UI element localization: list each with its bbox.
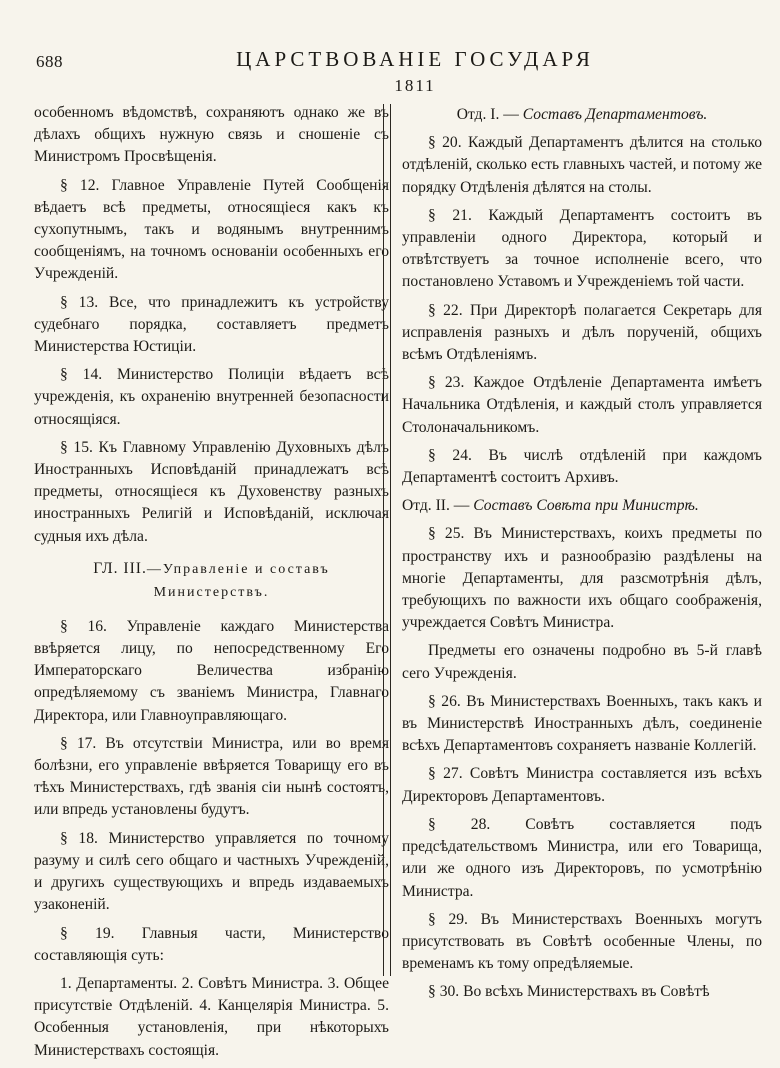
paragraph: § 21. Каждый Департаментъ состоитъ въ управленіи одного Директора, который и отвѣтствуетъ за точное исполненіе всего, что постановлено Уставомъ и Учрежденіемъ той части. — [402, 206, 762, 291]
paragraph: 1. Департаменты. 2. Совѣтъ Министра. 3. Общее присутствіе Отдѣленій. 4. Канцелярія Министра. 5. Особенныя установленія, при нѣкоторыхъ Министерствахъ состоящія. — [34, 974, 389, 1059]
section-title: Составъ Совѣта при Министрѣ. — [473, 497, 699, 515]
paragraph: § 19. Главныя части, Министерство составляющія суть: — [34, 924, 389, 964]
section-number: Отд. I. — — [456, 106, 519, 123]
right-column — [402, 102, 762, 1010]
left-column — [34, 102, 389, 1068]
paragraph: § 15. Къ Главному Управленію Духовныхъ дѣлъ Иностранныхъ Исповѣданій принадлежатъ всѣ предметы, относящіеся къ Духовенству разныхъ иностранныхъ Религій и Исповѣданій, исключая судныя ихъ дѣла. — [34, 438, 389, 545]
paragraph: § 14. Министерство Полиціи вѣдаетъ всѣ учрежденія, къ охраненію внутренней безопасности относящіяся. — [34, 366, 389, 428]
paragraph: § 20. Каждый Департаментъ дѣлится на столько отдѣленій, сколько есть главныхъ частей, и потому же порядку Отдѣленія дѣлятся на столы. — [402, 134, 762, 196]
section-heading — [402, 495, 762, 517]
paragraph: § 28. Совѣтъ составляется подъ предсѣдательствомъ Министра, или его Товарища, или же одного изъ Директоровъ, по усмотрѣнію Министра. — [402, 815, 762, 900]
paragraph: § 17. Въ отсутствіи Министра, или во время болѣзни, его управленіе ввѣряется Товарищу его въ тѣхъ Министерствахъ, гдѣ званія сіи нынѣ состоятъ, или впредь установлены будутъ. — [34, 734, 389, 819]
chapter-heading — [34, 558, 389, 604]
paragraph: § 12. Главное Управленіе Путей Сообщенія вѣдаетъ всѣ предметы, относящіеся какъ къ сухопутнымъ, такъ и водянымъ внутреннимъ сообщеніямъ, на точномъ основаніи особенныхъ его Учрежденій. — [34, 176, 389, 283]
paragraph: § 27. Совѣтъ Министра составляется изъ всѣхъ Директоровъ Департаментовъ. — [402, 765, 762, 805]
column-divider — [383, 104, 391, 976]
paragraph: § 18. Министерство управляется по точному разуму и силѣ сего общаго и частныхъ Учрежденій, и другихъ существующихъ и впредь издаваемыхъ узаконеній. — [34, 829, 389, 914]
paragraph: § 23. Каждое Отдѣленіе Департамента имѣетъ Начальника Отдѣленія, и каждый столъ управляется Столоначальникомъ. — [402, 374, 762, 436]
chapter-title: —Управленіе и составъ Министерствъ. — [146, 561, 330, 600]
paragraph: Предметы его означены подробно въ 5-й главѣ сего Учрежденія. — [402, 642, 762, 682]
continued-paragraph: особенномъ вѣдомствѣ, сохраняютъ однако же въ дѣлахъ общихъ нужную связь и сношеніе съ Министромъ Просвѣщенія. — [34, 104, 389, 166]
section-title: Составъ Департаментовъ. — [522, 106, 708, 123]
paragraph: § 29. Въ Министерствахъ Военныхъ могутъ присутствовать въ Совѣтѣ особенные Члены, по временамъ къ тому опредѣляемые. — [402, 910, 762, 973]
paragraph: § 25. Въ Министерствахъ, коихъ предметы по пространству ихъ и разнообразію раздѣлены на многіе Департаменты, для разсмотрѣнія дѣлъ, требующихъ по важности ихъ общаго соображенія, учреждается Совѣтъ Министра. — [402, 525, 762, 632]
paragraph: § 22. При Директорѣ полагается Секретарь для исправленія разныхъ и дѣлъ порученій, общихъ всѣмъ Отдѣленіямъ. — [402, 301, 762, 364]
paragraph: § 13. Все, что принадлежитъ къ устройству судебнаго порядка, составляетъ предметъ Министерства Юстиціи. — [34, 293, 389, 356]
paragraph: § 24. Въ числѣ отдѣленій при каждомъ Департаментѣ состоитъ Архивъ. — [402, 446, 762, 487]
chapter-number: ГЛ. III. — [93, 559, 147, 577]
page-number: 688 — [36, 52, 63, 71]
year-heading: 1811 — [394, 76, 436, 95]
section-heading — [402, 104, 762, 126]
paragraph: § 26. Въ Министерствахъ Военныхъ, такъ какъ и въ Министерствѣ Иностранныхъ дѣлъ, соединеніе всѣхъ Департаментовъ сохраняетъ названіе Коллегій. — [402, 692, 762, 755]
running-head: ЦАРСТВОВАНІЕ ГОСУДАРЯ — [236, 47, 594, 71]
paragraph: § 30. Во всѣхъ Министерствахъ въ Совѣтѣ — [428, 983, 710, 1001]
paragraph: § 16. Управленіе каждаго Министерства ввѣряется лицу, по непосредственному Его Императорскаго Величества избранію опредѣляемому съ званіемъ Министра, Главнаго Директора, или Главноуправляющаго. — [34, 617, 389, 724]
section-number: Отд. II. — — [402, 497, 470, 515]
